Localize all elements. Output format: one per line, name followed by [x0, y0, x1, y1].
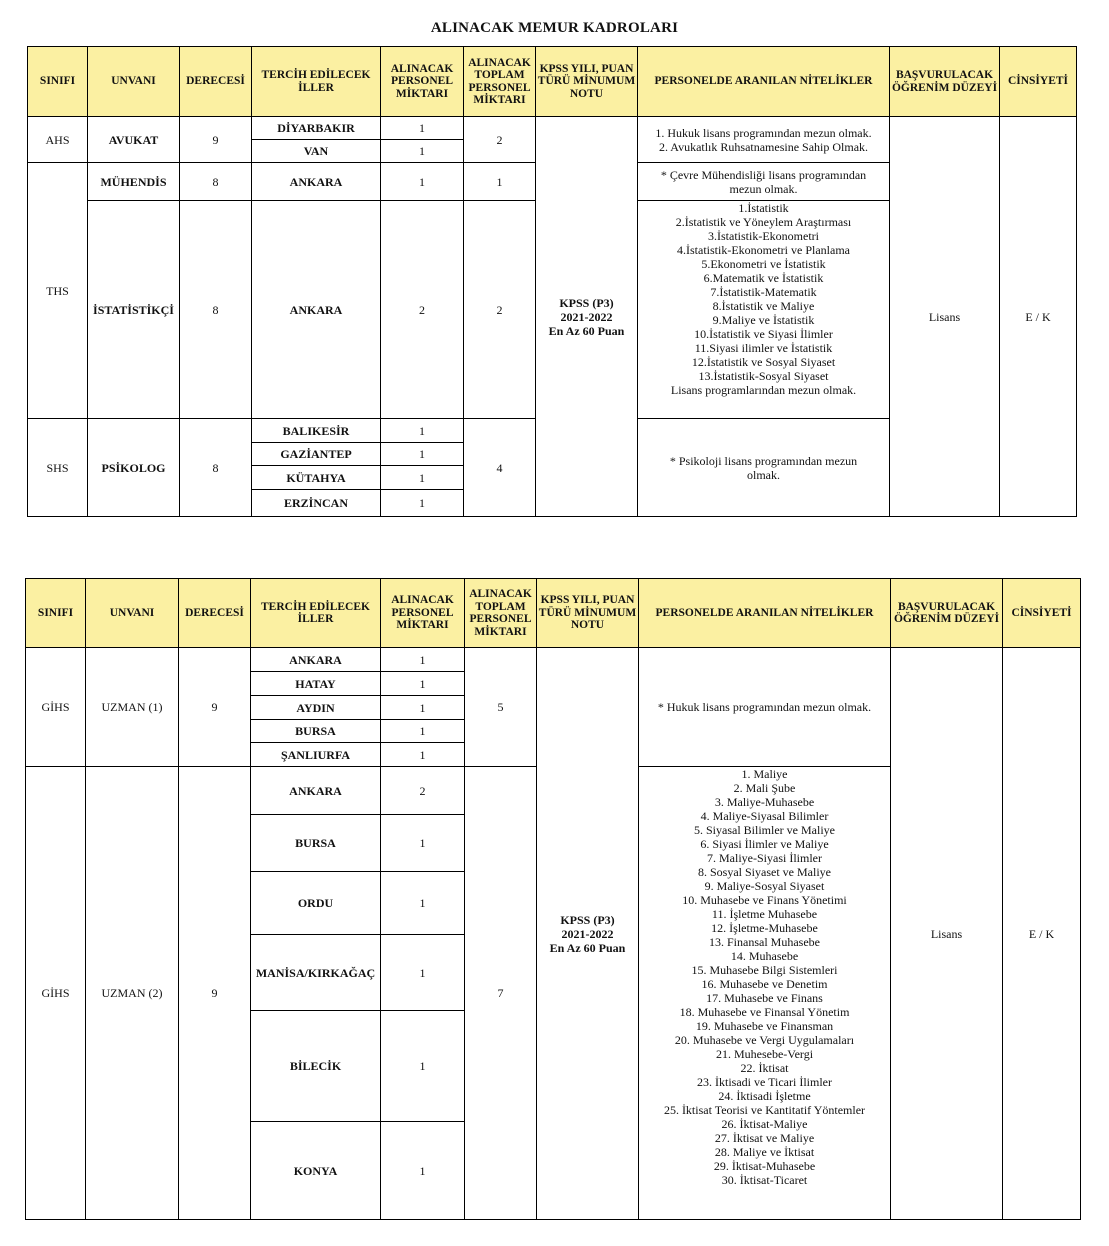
header-row: [28, 47, 1077, 117]
header-sinifi: SINIFI: [28, 47, 88, 117]
city-cell: ŞANLIURFA: [251, 743, 381, 767]
city-cell: ANKARA: [252, 201, 381, 419]
kpss-line: KPSS (P3): [559, 295, 614, 310]
header-toplam-personel: ALINACAK TOPLAM PERSONEL MİKTARI: [465, 579, 537, 648]
toplam-cell: 7: [465, 767, 537, 1220]
qualification-line: 2. Mali Şube: [733, 781, 796, 795]
toplam-cell: 1: [464, 163, 536, 201]
city-cell: VAN: [252, 140, 381, 163]
kpss-line: 2021-2022: [560, 309, 613, 324]
count-cell: 1: [381, 117, 464, 140]
header-unvani: UNVANI: [86, 579, 179, 648]
qualification-line: 2.İstatistik ve Yöneylem Araştırması: [675, 215, 852, 229]
count-cell: 1: [381, 163, 464, 201]
qualification-line: 10.İstatistik ve Siyasi İlimler: [694, 327, 833, 341]
qualification-line: 2. Avukatlık Ruhsatnamesine Sahip Olmak.: [658, 139, 869, 154]
header-cinsiyet: CİNSİYETİ: [1003, 579, 1081, 648]
city-cell: BALIKESİR: [252, 419, 381, 443]
city-cell: ANKARA: [251, 648, 381, 672]
header-alinacak-personel: ALINACAK PERSONEL MİKTARI: [381, 47, 464, 117]
qualification-line: 10. Muhasebe ve Finans Yönetimi: [682, 893, 847, 907]
count-cell: 1: [381, 443, 464, 466]
qualification-line: 30. İktisat-Ticaret: [721, 1173, 808, 1187]
count-cell: 2: [381, 767, 465, 815]
count-cell: 1: [381, 815, 465, 872]
qualification-line: 19. Muhasebe ve Finansman: [695, 1019, 834, 1033]
header-nitelikler: PERSONELDE ARANILAN NİTELİKLER: [638, 47, 890, 117]
qualification-line: 6.Matematik ve İstatistik: [703, 271, 824, 285]
header-nitelikler: PERSONELDE ARANILAN NİTELİKLER: [639, 579, 891, 648]
city-cell: BURSA: [251, 720, 381, 743]
qualifications-cell: [638, 117, 890, 163]
city-cell: BURSA: [251, 815, 381, 872]
header-ogrenim-duzeyi: BAŞVURULACAK ÖĞRENİM DÜZEYİ: [891, 579, 1003, 648]
qualification-line: mezun olmak.: [729, 181, 798, 196]
toplam-cell: 2: [464, 201, 536, 419]
header-toplam-personel: ALINACAK TOPLAM PERSONEL MİKTARI: [464, 47, 536, 117]
count-cell: 1: [381, 935, 465, 1011]
qualification-line: 1. Hukuk lisans programından mezun olmak.: [655, 125, 872, 140]
unvan-cell: MÜHENDİS: [88, 163, 180, 201]
kpss-line: En Az 60 Puan: [548, 323, 625, 338]
qualification-line: * Hukuk lisans programından mezun olmak.: [657, 700, 872, 714]
qualification-line: 14. Muhasebe: [730, 949, 799, 963]
city-cell: KONYA: [251, 1122, 381, 1220]
qualification-line: * Çevre Mühendisliği lisans programından: [660, 167, 867, 182]
qualification-line: 22. İktisat: [740, 1061, 789, 1075]
qualification-line: 15. Muhasebe Bilgi Sistemleri: [691, 963, 838, 977]
header-unvani: UNVANI: [88, 47, 180, 117]
staff-positions-table-2: [25, 578, 1081, 1220]
unvan-cell: AVUKAT: [88, 117, 180, 163]
unvan-cell: UZMAN (2): [86, 767, 179, 1220]
count-cell: 1: [381, 140, 464, 163]
table-row: [28, 117, 1077, 140]
qualification-line: 6. Siyasi İlimler ve Maliye: [700, 837, 829, 851]
qualification-line: 1.İstatistik: [738, 201, 789, 215]
city-cell: GAZİANTEP: [252, 443, 381, 466]
header-derecesi: DERECESİ: [179, 579, 251, 648]
qualification-line: 18. Muhasebe ve Finansal Yönetim: [679, 1005, 850, 1019]
header-row: [26, 579, 1081, 648]
cinsiyet-cell: E / K: [1003, 648, 1081, 1220]
header-kpss: KPSS YILI, PUAN TÜRÜ MİNUMUM NOTU: [536, 47, 638, 117]
header-alinacak-personel: ALINACAK PERSONEL MİKTARI: [381, 579, 465, 648]
qualification-line: 9.Maliye ve İstatistik: [712, 313, 815, 327]
header-ogrenim-duzeyi: BAŞVURULACAK ÖĞRENİM DÜZEYİ: [890, 47, 1000, 117]
qualifications-cell: [639, 648, 891, 767]
kpss-cell: [536, 117, 638, 517]
qualifications-cell: [639, 767, 891, 1220]
header-tercih-iller: TERCİH EDİLECEK İLLER: [251, 579, 381, 648]
derece-cell: 8: [180, 419, 252, 517]
qualification-line: 11. İşletme Muhasebe: [711, 907, 818, 921]
qualification-line: 16. Muhasebe ve Denetim: [701, 977, 828, 991]
city-cell: ERZİNCAN: [252, 490, 381, 517]
qualification-line: 27. İktisat ve Maliye: [714, 1131, 815, 1145]
toplam-cell: 2: [464, 117, 536, 163]
ogrenim-cell: Lisans: [890, 117, 1000, 517]
derece-cell: 8: [180, 163, 252, 201]
count-cell: 1: [381, 1011, 465, 1122]
qualification-line: 12. İşletme-Muhasebe: [711, 921, 818, 935]
derece-cell: 9: [179, 648, 251, 767]
ogrenim-cell: Lisans: [891, 648, 1003, 1220]
qualification-line: 28. Maliye ve İktisat: [714, 1145, 815, 1159]
toplam-cell: 4: [464, 419, 536, 517]
qualification-line: 23. İktisadi ve Ticari İlimler: [697, 1075, 832, 1089]
sinif-cell: GİHS: [26, 767, 86, 1220]
sinif-cell: GİHS: [26, 648, 86, 767]
count-cell: 2: [381, 201, 464, 419]
qualification-line: 3. Maliye-Muhasebe: [714, 795, 815, 809]
qualification-line: 13. Finansal Muhasebe: [709, 935, 820, 949]
staff-positions-table-1: [27, 46, 1077, 517]
derece-cell: 8: [180, 201, 252, 419]
count-cell: 1: [381, 672, 465, 696]
city-cell: ANKARA: [251, 767, 381, 815]
cinsiyet-cell: E / K: [1000, 117, 1077, 517]
qualification-line: 29. İktisat-Muhasebe: [713, 1159, 816, 1173]
qualification-line: 4.İstatistik-Ekonometri ve Planlama: [677, 243, 850, 257]
count-cell: 1: [381, 720, 465, 743]
city-cell: AYDIN: [251, 696, 381, 720]
header-derecesi: DERECESİ: [180, 47, 252, 117]
qualification-line: 11.Siyasi ilimler ve İstatistik: [694, 341, 833, 355]
header-tercih-iller: TERCİH EDİLECEK İLLER: [252, 47, 381, 117]
qualification-line: 17. Muhasebe ve Finans: [706, 991, 823, 1005]
city-cell: BİLECİK: [251, 1011, 381, 1122]
unvan-cell: İSTATİSTİKÇİ: [88, 201, 180, 419]
page-title: ALINACAK MEMUR KADROLARI: [430, 20, 679, 36]
header-cinsiyet: CİNSİYETİ: [1000, 47, 1077, 117]
qualification-line: 7.İstatistik-Matematik: [710, 285, 817, 299]
count-cell: 1: [381, 648, 465, 672]
table-row: [26, 648, 1081, 672]
kpss-cell: [537, 648, 639, 1220]
city-cell: KÜTAHYA: [252, 466, 381, 490]
qualification-line: 1. Maliye: [741, 767, 788, 781]
toplam-cell: 5: [465, 648, 537, 767]
count-cell: 1: [381, 419, 464, 443]
city-cell: ORDU: [251, 872, 381, 935]
qualification-line: 21. Muhesebe-Vergi: [715, 1047, 814, 1061]
qualification-line: Lisans programlarından mezun olmak.: [670, 383, 857, 397]
derece-cell: 9: [180, 117, 252, 163]
qualification-line: 7. Maliye-Siyasi İlimler: [707, 851, 822, 865]
kpss-line: En Az 60 Puan: [549, 940, 626, 955]
qualification-line: 4. Maliye-Siyasal Bilimler: [700, 809, 829, 823]
qualification-line: 5.Ekonometri ve İstatistik: [701, 257, 826, 271]
derece-cell: 9: [179, 767, 251, 1220]
qualification-line: * Psikoloji lisans programından mezun: [669, 453, 858, 468]
city-cell: DİYARBAKIR: [252, 117, 381, 140]
qualification-line: 5. Siyasal Bilimler ve Maliye: [694, 823, 835, 837]
qualifications-cell: [638, 419, 890, 517]
qualification-line: 8.İstatistik ve Maliye: [712, 299, 815, 313]
city-cell: ANKARA: [252, 163, 381, 201]
qualifications-cell: [638, 201, 890, 419]
kpss-line: KPSS (P3): [560, 912, 615, 927]
qualification-line: 9. Maliye-Sosyal Siyaset: [704, 879, 825, 893]
kpss-line: 2021-2022: [561, 926, 614, 941]
count-cell: 1: [381, 872, 465, 935]
header-sinifi: SINIFI: [26, 579, 86, 648]
count-cell: 1: [381, 696, 465, 720]
count-cell: 1: [381, 1122, 465, 1220]
qualification-line: 24. İktisadi İşletme: [718, 1089, 811, 1103]
unvan-cell: PSİKOLOG: [88, 419, 180, 517]
qualifications-cell: [638, 163, 890, 201]
qualification-line: 8. Sosyal Siyaset ve Maliye: [698, 865, 831, 879]
sinif-cell: AHS: [28, 117, 88, 163]
qualification-line: 26. İktisat-Maliye: [721, 1117, 808, 1131]
sinif-cell: SHS: [28, 419, 88, 517]
city-cell: HATAY: [251, 672, 381, 696]
city-cell: MANİSA/KIRKAĞAÇ: [251, 935, 381, 1011]
qualification-line: olmak.: [747, 467, 780, 482]
qualification-line: 13.İstatistik-Sosyal Siyaset: [698, 369, 829, 383]
unvan-cell: UZMAN (1): [86, 648, 179, 767]
count-cell: 1: [381, 743, 465, 767]
qualification-line: 3.İstatistik-Ekonometri: [708, 229, 819, 243]
count-cell: 1: [381, 466, 464, 490]
count-cell: 1: [381, 490, 464, 517]
qualification-line: 12.İstatistik ve Sosyal Siyaset: [691, 355, 836, 369]
qualification-line: 20. Muhasebe ve Vergi Uygulamaları: [674, 1033, 855, 1047]
header-kpss: KPSS YILI, PUAN TÜRÜ MİNUMUM NOTU: [537, 579, 639, 648]
sinif-cell: THS: [28, 163, 88, 419]
qualification-line: 25. İktisat Teorisi ve Kantitatif Yöntemler: [663, 1103, 866, 1117]
